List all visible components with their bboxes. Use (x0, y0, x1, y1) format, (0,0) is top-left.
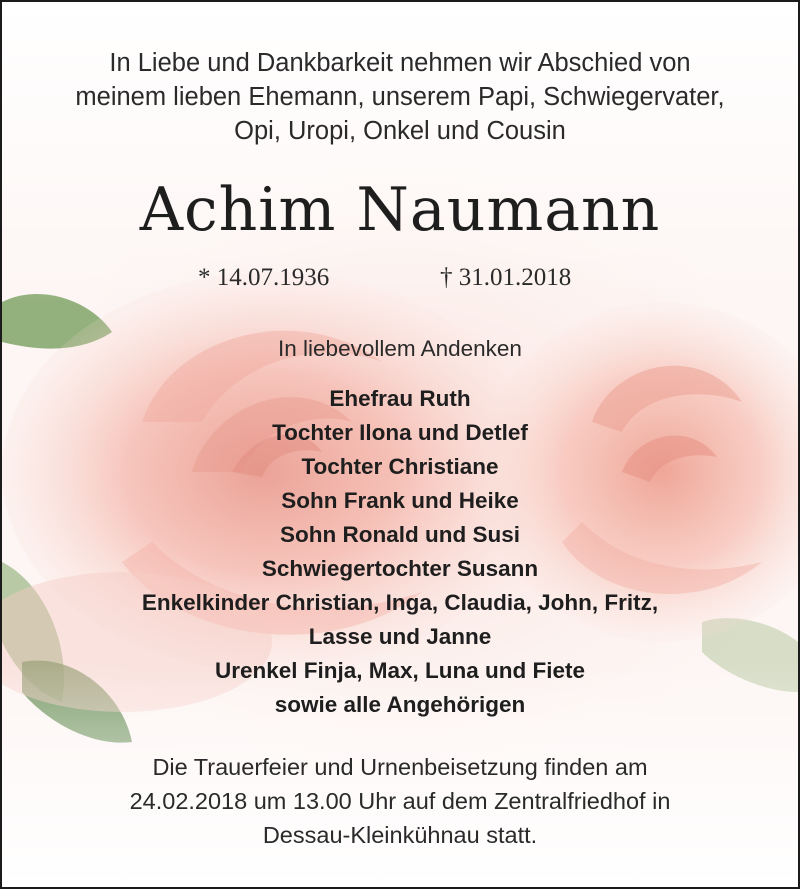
mourner-entry: Tochter Christiane (301, 454, 499, 479)
intro-line: meinem lieben Ehemann, unserem Papi, Schwiegervater, (75, 83, 725, 111)
mourner-entry: Tochter Ilona und Detlef (272, 420, 528, 445)
mourner-entry: Sohn Ronald und Susi (280, 522, 520, 547)
service-line: Dessau-Kleinkühnau statt. (262, 822, 538, 848)
mourners-list (2, 382, 798, 722)
deceased-name: Achim Naumann (139, 175, 661, 245)
mourner-entry: sowie alle Angehörigen (274, 692, 526, 717)
mourner-entry: Ehefrau Ruth (329, 386, 471, 411)
life-dates (2, 261, 798, 295)
birth-date: * 14.07.1936 (198, 264, 330, 291)
mourner-entry: Sohn Frank und Heike (281, 488, 519, 513)
intro-line: Opi, Uropi, Onkel und Cousin (234, 117, 566, 145)
intro-line: In Liebe und Dankbarkeit nehmen wir Abschied von (109, 49, 691, 77)
service-line: 24.02.2018 um 13.00 Uhr auf dem Zentralfriedhof in (129, 788, 671, 814)
mourner-entry: Schwiegertochter Susann (261, 556, 539, 581)
service-line: Die Trauerfeier und Urnenbeisetzung finden am (152, 754, 648, 780)
service-info (2, 750, 798, 852)
intro-text (2, 46, 798, 148)
mourner-entry: Enkelkinder Christian, Inga, Claudia, John, Fritz, (141, 590, 659, 615)
mourner-entry: Urenkel Finja, Max, Luna und Fiete (214, 658, 586, 683)
memory-line: In liebevollem Andenken (278, 336, 522, 361)
death-date: † 31.01.2018 (440, 264, 572, 291)
mourner-entry: Lasse und Janne (308, 624, 492, 649)
